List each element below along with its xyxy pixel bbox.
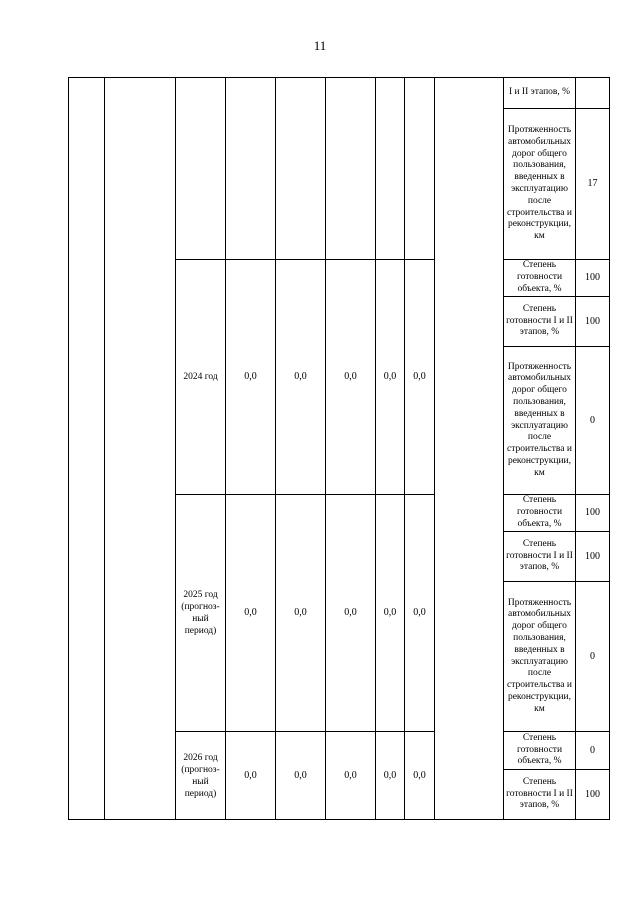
indicator-name: Протяженность автомобильных дорог общего пользования, введенных в эксплуатацию после строительства и реконструкции, км bbox=[504, 582, 576, 732]
fin-cell-2025-2: 0,0 bbox=[276, 495, 326, 732]
indicator-value: 0 bbox=[576, 582, 610, 732]
fin-cell-2026-4: 0,0 bbox=[376, 732, 405, 820]
fin-cell-2026-3: 0,0 bbox=[326, 732, 376, 820]
col-number-cell bbox=[69, 78, 105, 820]
fin-cell-prev-5 bbox=[405, 78, 435, 260]
indicator-value bbox=[576, 78, 610, 109]
fin-cell-prev-1 bbox=[226, 78, 276, 260]
col-executor-cell bbox=[435, 78, 504, 820]
fin-cell-2024-5: 0,0 bbox=[405, 260, 435, 495]
indicator-value: 0 bbox=[576, 347, 610, 495]
fin-cell-2026-5: 0,0 bbox=[405, 732, 435, 820]
fin-cell-2024-3: 0,0 bbox=[326, 260, 376, 495]
indicator-value: 17 bbox=[576, 109, 610, 260]
indicator-name: Степень готовности объекта, % bbox=[504, 260, 576, 297]
indicator-value: 100 bbox=[576, 532, 610, 582]
fin-cell-2025-3: 0,0 bbox=[326, 495, 376, 732]
fin-cell-2025-1: 0,0 bbox=[226, 495, 276, 732]
page-number: 11 bbox=[313, 38, 327, 53]
indicator-value: 0 bbox=[576, 732, 610, 770]
indicator-name: Степень готовности объекта, % bbox=[504, 495, 576, 532]
fin-cell-2024-2: 0,0 bbox=[276, 260, 326, 495]
fin-cell-2024-4: 0,0 bbox=[376, 260, 405, 495]
fin-cell-2024-1: 0,0 bbox=[226, 260, 276, 495]
fin-cell-2025-4: 0,0 bbox=[376, 495, 405, 732]
year-cell-2026: 2026 год (прогнозный период) bbox=[176, 732, 226, 820]
program-table bbox=[68, 77, 610, 820]
indicator-name: Протяженность автомобильных дорог общего пользования, введенных в эксплуатацию после строительства и реконструкции, км bbox=[504, 109, 576, 260]
fin-cell-2026-1: 0,0 bbox=[226, 732, 276, 820]
fin-cell-prev-2 bbox=[276, 78, 326, 260]
indicator-name: Протяженность автомобильных дорог общего пользования, введенных в эксплуатацию после строительства и реконструкции, км bbox=[504, 347, 576, 495]
indicator-value: 100 bbox=[576, 770, 610, 820]
fin-cell-prev-3 bbox=[326, 78, 376, 260]
year-cell-2024: 2024 год bbox=[176, 260, 226, 495]
indicator-value: 100 bbox=[576, 260, 610, 297]
col-name-cell bbox=[105, 78, 176, 820]
indicator-value: 100 bbox=[576, 297, 610, 347]
indicator-value: 100 bbox=[576, 495, 610, 532]
fin-cell-prev-4 bbox=[376, 78, 405, 260]
year-cell-prev bbox=[176, 78, 226, 260]
indicator-name: Степень готовности I и II этапов, % bbox=[504, 532, 576, 582]
indicator-name: I и II этапов, % bbox=[504, 78, 576, 109]
indicator-name: Степень готовности I и II этапов, % bbox=[504, 297, 576, 347]
year-cell-2025: 2025 год (прогнозный период) bbox=[176, 495, 226, 732]
indicator-name: Степень готовности объекта, % bbox=[504, 732, 576, 770]
indicator-name: Степень готовности I и II этапов, % bbox=[504, 770, 576, 820]
fin-cell-2026-2: 0,0 bbox=[276, 732, 326, 820]
fin-cell-2025-5: 0,0 bbox=[405, 495, 435, 732]
